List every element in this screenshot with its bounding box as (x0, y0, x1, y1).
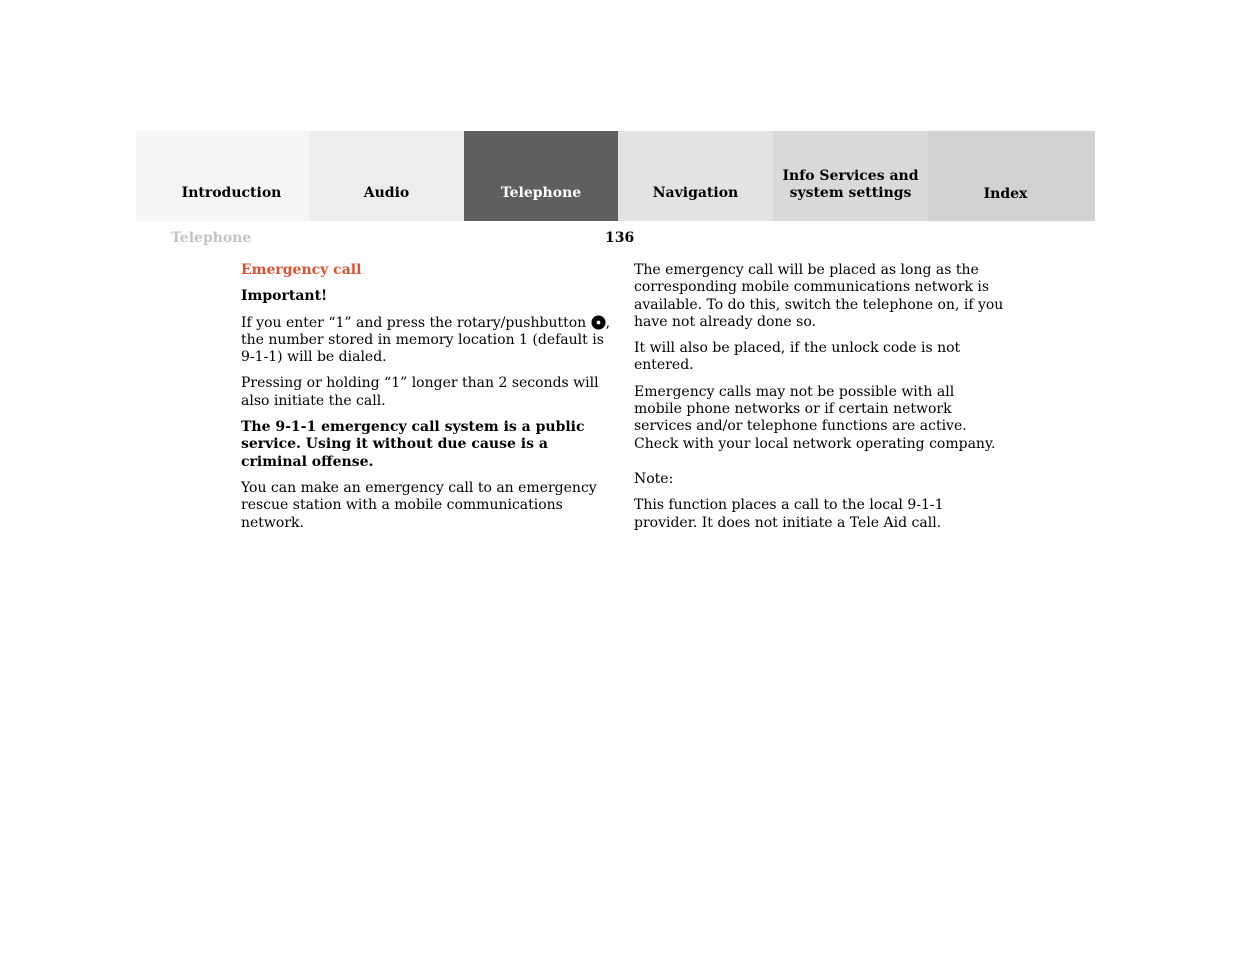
important-label: Important! (241, 288, 328, 305)
warning-text: The 9-1-1 emergency call system is a public service. Using it without due cause is a criminal offense. (241, 419, 585, 470)
tab-label: Navigation (652, 185, 739, 201)
tab-label-line1: Info Services and (782, 168, 919, 184)
chapter-tabs (136, 131, 1095, 221)
tab-telephone[interactable] (464, 131, 618, 221)
paragraph: It will also be placed, if the unlock code is not entered. (634, 340, 961, 374)
tab-label: Index (983, 186, 1028, 202)
paragraph: The emergency call will be placed as long as the corresponding mobile communications network is available. To do this, switch the telephone on, if you have not already done so. (634, 262, 1004, 330)
paragraph-text: , the number stored in memory location 1 (default is 9-1-1) will be dialed. (241, 314, 611, 366)
section-label: Telephone (171, 230, 252, 246)
paragraph: Pressing or holding “1” longer than 2 seconds will also initiate the call. (241, 375, 599, 409)
note-text: This function places a call to the local 9-1-1 provider. It does not initiate a Tele Aid call. (634, 497, 944, 531)
tab-label: Telephone (500, 185, 582, 201)
tab-audio[interactable] (309, 131, 464, 221)
page-title: Emergency call (241, 262, 362, 278)
tab-index[interactable] (928, 131, 1095, 221)
tab-navigation[interactable] (618, 131, 773, 221)
paragraph: You can make an emergency call to an emergency rescue station with a mobile communications network. (241, 479, 597, 531)
note-label: Note: (634, 470, 674, 487)
tab-label-line2: system settings (789, 185, 912, 201)
paragraph (241, 315, 613, 367)
right-column (634, 262, 1006, 541)
left-column (241, 262, 613, 541)
tab-label: Introduction (181, 185, 282, 201)
page-number: 136 (605, 230, 635, 246)
paragraph: Emergency calls may not be possible with all mobile phone networks or if certain network services and/or telephone functions are active. Check with your local network operating company. (634, 383, 996, 452)
rotary-pushbutton-icon (591, 315, 606, 330)
tab-label: Audio (363, 185, 410, 201)
paragraph-text: If you enter “1” and press the rotary/pushbutton (241, 314, 587, 331)
tab-introduction[interactable] (136, 131, 309, 221)
tab-info-services[interactable] (773, 131, 928, 221)
